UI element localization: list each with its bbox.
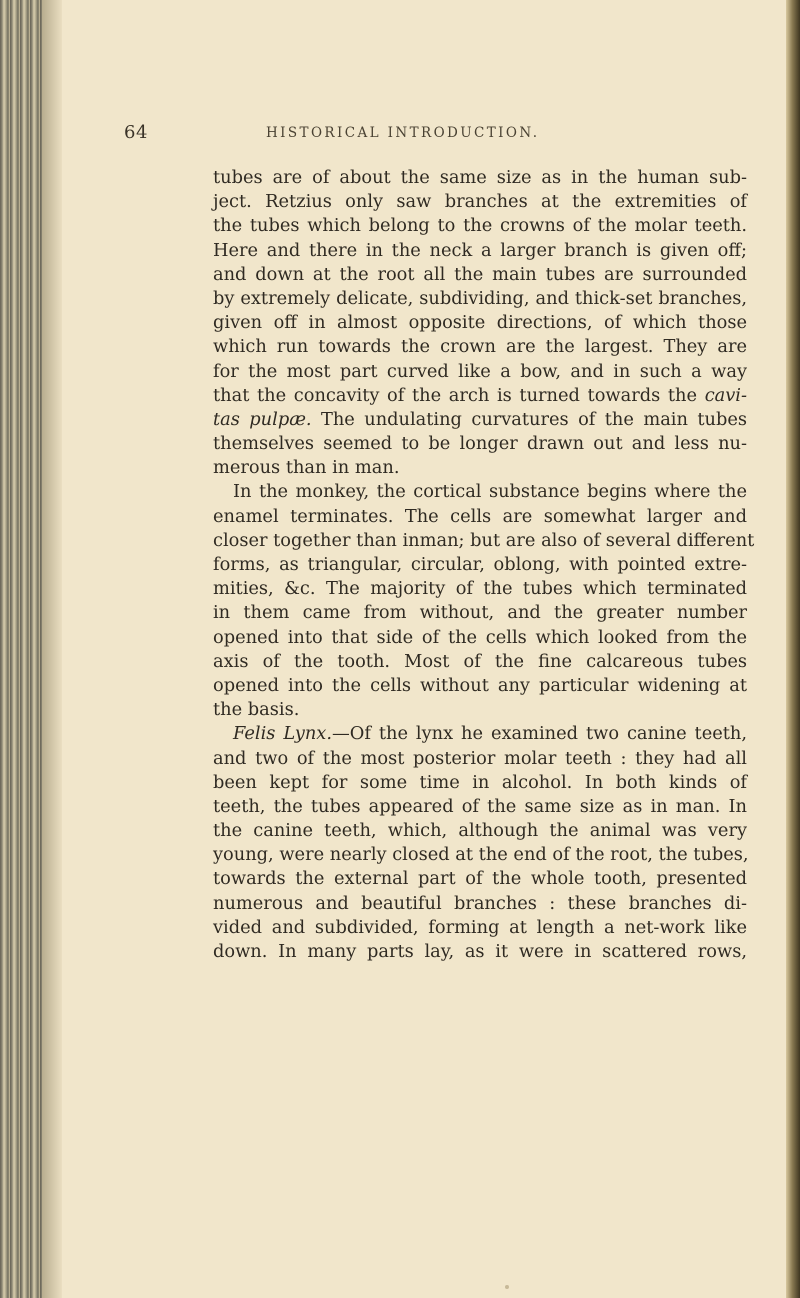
text-line: in them came from without, and the greater number <box>213 602 747 624</box>
text-line: ject. Retzius only saw branches at the extremities of <box>213 191 747 213</box>
running-head: HISTORICAL INTRODUCTION. <box>266 125 540 141</box>
text-line: young, were nearly closed at the end of the root, the tubes, <box>213 844 749 866</box>
text-line: forms, as triangular, circular, oblong, with pointed extre- <box>213 554 747 575</box>
text-line: tubes are of about the same size as in the human sub- <box>213 167 747 188</box>
text-line: teeth, the tubes appeared of the same size as in man. In <box>213 795 747 817</box>
text-line: enamel terminates. The cells are somewhat larger and <box>213 505 747 527</box>
text-line: the canine teeth, which, although the animal was very <box>213 820 747 842</box>
body-text <box>213 166 755 964</box>
text-line: opened into the cells without any particular widening at <box>213 674 747 696</box>
text-line: themselves seemed to be longer drawn out and less nu- <box>213 433 747 455</box>
text-line <box>213 384 747 408</box>
text-line: been kept for some time in alcohol. In both kinds of <box>213 771 747 793</box>
text-segment: The undulating curvatures of the main tubes <box>320 408 747 430</box>
book-gutter-edge <box>0 0 42 1298</box>
text-line: opened into that side of the cells which looked from the <box>213 626 747 648</box>
text-segment: —Of the lynx he examined two canine teeth, <box>332 723 747 745</box>
text-segment: that the concavity of the arch is turned towards the <box>213 384 698 406</box>
text-line: numerous and beautiful branches : these branches di- <box>213 892 747 914</box>
text-line: axis of the tooth. Most of the fine calcareous tubes <box>213 650 747 672</box>
text-line: and down at the root all the main tubes are surrounded <box>213 263 747 285</box>
text-line: In the monkey, the cortical substance begins where the <box>233 481 747 503</box>
italic-species-name: Felis Lynx. <box>233 723 332 745</box>
text-line: for the most part curved like a bow, and in such a way <box>213 360 747 382</box>
text-line: Here and there in the neck a larger branch is given off; <box>213 239 747 261</box>
text-line: given off in almost opposite directions, of which those <box>213 312 747 334</box>
page-edge-shadow <box>786 0 800 1298</box>
text-line: by extremely delicate, subdividing, and thick-set branches, <box>213 287 747 309</box>
text-line: mities, &c. The majority of the tubes which terminated <box>213 578 747 600</box>
text-line: vided and subdivided, forming at length a net-work like <box>213 916 747 938</box>
page-number: 64 <box>124 122 148 143</box>
text-line: the basis. <box>213 699 300 721</box>
italic-term: tas pulpæ. <box>213 408 312 430</box>
gutter-shadow <box>42 0 64 1298</box>
text-line: closer together than inman; but are also of several different <box>213 529 755 551</box>
text-line: the tubes which belong to the crowns of the molar teeth. <box>213 215 747 237</box>
page-header <box>62 122 786 152</box>
text-line <box>213 722 747 746</box>
text-line: merous than in man. <box>213 457 400 479</box>
italic-term: cavi- <box>704 384 747 406</box>
text-line: towards the external part of the whole tooth, presented <box>213 868 747 890</box>
paper-speck <box>505 1285 509 1289</box>
text-line: and two of the most posterior molar teeth : they had all <box>213 747 747 769</box>
text-line: down. In many parts lay, as it were in scattered rows, <box>213 941 747 962</box>
text-line <box>213 408 747 432</box>
text-line: which run towards the crown are the largest. They are <box>213 336 747 358</box>
